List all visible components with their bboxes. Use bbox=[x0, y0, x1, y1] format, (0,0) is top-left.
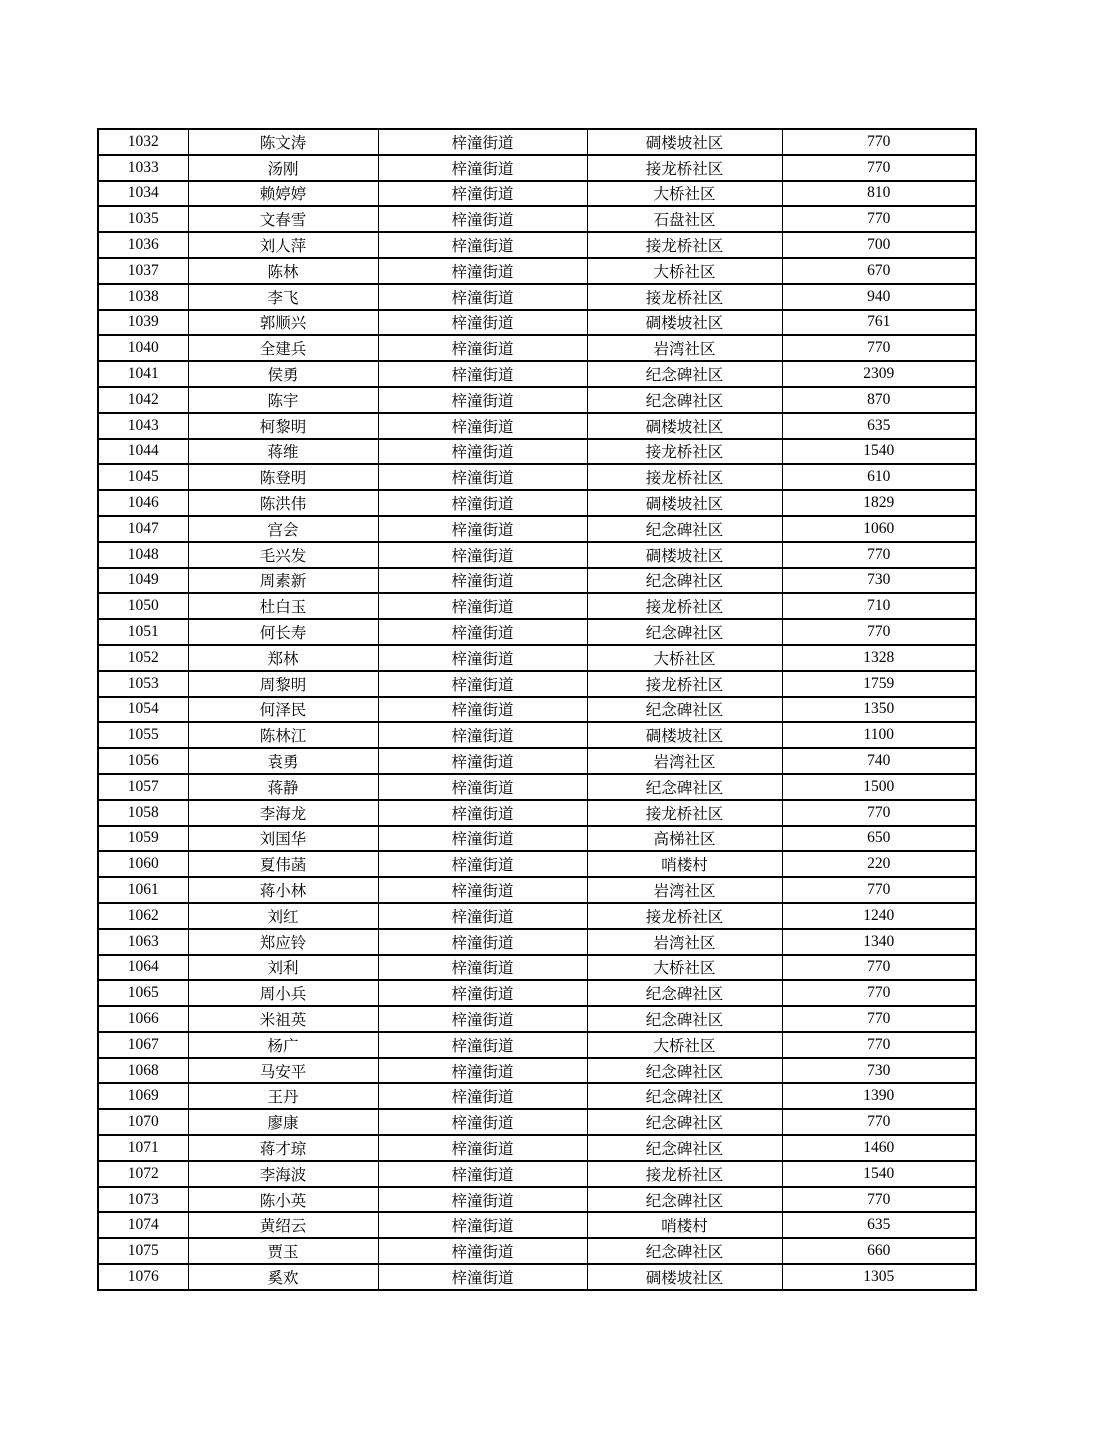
community-cell: 岩湾社区 bbox=[587, 335, 782, 361]
table-row bbox=[98, 774, 976, 800]
name-cell: 文春雪 bbox=[188, 206, 378, 232]
row-id-cell: 1051 bbox=[98, 619, 188, 645]
value-cell: 761 bbox=[782, 310, 976, 336]
value-cell: 770 bbox=[782, 335, 976, 361]
name-cell: 王丹 bbox=[188, 1083, 378, 1109]
row-id-cell: 1038 bbox=[98, 284, 188, 310]
row-id-cell: 1065 bbox=[98, 980, 188, 1006]
value-cell: 1759 bbox=[782, 671, 976, 697]
table-row bbox=[98, 387, 976, 413]
roster-table bbox=[97, 128, 977, 1291]
value-cell: 1540 bbox=[782, 1161, 976, 1187]
name-cell: 米祖英 bbox=[188, 1006, 378, 1032]
community-cell: 大桥社区 bbox=[587, 955, 782, 981]
row-id-cell: 1068 bbox=[98, 1058, 188, 1084]
community-cell: 碉楼坡社区 bbox=[587, 490, 782, 516]
community-cell: 大桥社区 bbox=[587, 181, 782, 207]
table-row bbox=[98, 206, 976, 232]
community-cell: 岩湾社区 bbox=[587, 877, 782, 903]
value-cell: 770 bbox=[782, 129, 976, 155]
value-cell: 1305 bbox=[782, 1264, 976, 1290]
name-cell: 黄绍云 bbox=[188, 1212, 378, 1238]
community-cell: 纪念碑社区 bbox=[587, 1238, 782, 1264]
table-row bbox=[98, 1161, 976, 1187]
table-row bbox=[98, 826, 976, 852]
value-cell: 635 bbox=[782, 413, 976, 439]
table-row bbox=[98, 1135, 976, 1161]
value-cell: 1500 bbox=[782, 774, 976, 800]
value-cell: 770 bbox=[782, 980, 976, 1006]
street-cell: 梓潼街道 bbox=[378, 1006, 587, 1032]
value-cell: 1240 bbox=[782, 903, 976, 929]
name-cell: 陈宇 bbox=[188, 387, 378, 413]
row-id-cell: 1075 bbox=[98, 1238, 188, 1264]
street-cell: 梓潼街道 bbox=[378, 593, 587, 619]
value-cell: 770 bbox=[782, 206, 976, 232]
street-cell: 梓潼街道 bbox=[378, 1083, 587, 1109]
row-id-cell: 1041 bbox=[98, 361, 188, 387]
street-cell: 梓潼街道 bbox=[378, 129, 587, 155]
row-id-cell: 1040 bbox=[98, 335, 188, 361]
community-cell: 高梯社区 bbox=[587, 826, 782, 852]
table-row bbox=[98, 413, 976, 439]
value-cell: 1060 bbox=[782, 516, 976, 542]
table-row bbox=[98, 1006, 976, 1032]
row-id-cell: 1037 bbox=[98, 258, 188, 284]
row-id-cell: 1033 bbox=[98, 155, 188, 181]
roster-table-body bbox=[98, 129, 976, 1290]
street-cell: 梓潼街道 bbox=[378, 568, 587, 594]
community-cell: 纪念碑社区 bbox=[587, 516, 782, 542]
name-cell: 全建兵 bbox=[188, 335, 378, 361]
name-cell: 郭顺兴 bbox=[188, 310, 378, 336]
row-id-cell: 1076 bbox=[98, 1264, 188, 1290]
community-cell: 碉楼坡社区 bbox=[587, 1264, 782, 1290]
name-cell: 侯勇 bbox=[188, 361, 378, 387]
value-cell: 660 bbox=[782, 1238, 976, 1264]
row-id-cell: 1042 bbox=[98, 387, 188, 413]
value-cell: 670 bbox=[782, 258, 976, 284]
table-row bbox=[98, 232, 976, 258]
row-id-cell: 1074 bbox=[98, 1212, 188, 1238]
street-cell: 梓潼街道 bbox=[378, 206, 587, 232]
table-row bbox=[98, 748, 976, 774]
table-row bbox=[98, 903, 976, 929]
name-cell: 何泽民 bbox=[188, 697, 378, 723]
row-id-cell: 1045 bbox=[98, 464, 188, 490]
name-cell: 刘利 bbox=[188, 955, 378, 981]
table-row bbox=[98, 1109, 976, 1135]
street-cell: 梓潼街道 bbox=[378, 903, 587, 929]
value-cell: 770 bbox=[782, 955, 976, 981]
street-cell: 梓潼街道 bbox=[378, 1032, 587, 1058]
community-cell: 碉楼坡社区 bbox=[587, 129, 782, 155]
name-cell: 贾玉 bbox=[188, 1238, 378, 1264]
table-row bbox=[98, 955, 976, 981]
community-cell: 纪念碑社区 bbox=[587, 697, 782, 723]
row-id-cell: 1046 bbox=[98, 490, 188, 516]
community-cell: 哨楼村 bbox=[587, 1212, 782, 1238]
name-cell: 袁勇 bbox=[188, 748, 378, 774]
community-cell: 接龙桥社区 bbox=[587, 800, 782, 826]
community-cell: 纪念碑社区 bbox=[587, 774, 782, 800]
table-row bbox=[98, 1058, 976, 1084]
name-cell: 刘红 bbox=[188, 903, 378, 929]
value-cell: 650 bbox=[782, 826, 976, 852]
row-id-cell: 1057 bbox=[98, 774, 188, 800]
table-row bbox=[98, 877, 976, 903]
name-cell: 汤刚 bbox=[188, 155, 378, 181]
name-cell: 蒋才琼 bbox=[188, 1135, 378, 1161]
row-id-cell: 1062 bbox=[98, 903, 188, 929]
table-row bbox=[98, 129, 976, 155]
street-cell: 梓潼街道 bbox=[378, 1212, 587, 1238]
table-row bbox=[98, 258, 976, 284]
table-row bbox=[98, 722, 976, 748]
value-cell: 770 bbox=[782, 1032, 976, 1058]
table-row bbox=[98, 335, 976, 361]
row-id-cell: 1035 bbox=[98, 206, 188, 232]
table-row bbox=[98, 490, 976, 516]
name-cell: 马安平 bbox=[188, 1058, 378, 1084]
value-cell: 770 bbox=[782, 542, 976, 568]
row-id-cell: 1053 bbox=[98, 671, 188, 697]
street-cell: 梓潼街道 bbox=[378, 826, 587, 852]
community-cell: 纪念碑社区 bbox=[587, 1135, 782, 1161]
table-row bbox=[98, 1212, 976, 1238]
name-cell: 陈林 bbox=[188, 258, 378, 284]
table-row bbox=[98, 593, 976, 619]
community-cell: 碉楼坡社区 bbox=[587, 542, 782, 568]
street-cell: 梓潼街道 bbox=[378, 1058, 587, 1084]
table-row bbox=[98, 155, 976, 181]
name-cell: 蒋静 bbox=[188, 774, 378, 800]
name-cell: 毛兴发 bbox=[188, 542, 378, 568]
street-cell: 梓潼街道 bbox=[378, 955, 587, 981]
community-cell: 接龙桥社区 bbox=[587, 593, 782, 619]
table-row bbox=[98, 310, 976, 336]
value-cell: 1100 bbox=[782, 722, 976, 748]
row-id-cell: 1034 bbox=[98, 181, 188, 207]
community-cell: 大桥社区 bbox=[587, 645, 782, 671]
value-cell: 635 bbox=[782, 1212, 976, 1238]
row-id-cell: 1067 bbox=[98, 1032, 188, 1058]
name-cell: 蒋维 bbox=[188, 439, 378, 465]
street-cell: 梓潼街道 bbox=[378, 980, 587, 1006]
name-cell: 刘国华 bbox=[188, 826, 378, 852]
name-cell: 郑应铃 bbox=[188, 929, 378, 955]
community-cell: 纪念碑社区 bbox=[587, 1109, 782, 1135]
value-cell: 610 bbox=[782, 464, 976, 490]
value-cell: 770 bbox=[782, 800, 976, 826]
row-id-cell: 1039 bbox=[98, 310, 188, 336]
row-id-cell: 1054 bbox=[98, 697, 188, 723]
row-id-cell: 1064 bbox=[98, 955, 188, 981]
name-cell: 周小兵 bbox=[188, 980, 378, 1006]
value-cell: 770 bbox=[782, 1006, 976, 1032]
row-id-cell: 1049 bbox=[98, 568, 188, 594]
name-cell: 李飞 bbox=[188, 284, 378, 310]
community-cell: 纪念碑社区 bbox=[587, 568, 782, 594]
table-row bbox=[98, 1083, 976, 1109]
name-cell: 廖康 bbox=[188, 1109, 378, 1135]
table-row bbox=[98, 929, 976, 955]
street-cell: 梓潼街道 bbox=[378, 516, 587, 542]
community-cell: 纪念碑社区 bbox=[587, 1006, 782, 1032]
name-cell: 陈文涛 bbox=[188, 129, 378, 155]
community-cell: 大桥社区 bbox=[587, 1032, 782, 1058]
name-cell: 陈林江 bbox=[188, 722, 378, 748]
community-cell: 碉楼坡社区 bbox=[587, 310, 782, 336]
street-cell: 梓潼街道 bbox=[378, 413, 587, 439]
community-cell: 接龙桥社区 bbox=[587, 439, 782, 465]
name-cell: 柯黎明 bbox=[188, 413, 378, 439]
street-cell: 梓潼街道 bbox=[378, 1238, 587, 1264]
name-cell: 赖婷婷 bbox=[188, 181, 378, 207]
community-cell: 岩湾社区 bbox=[587, 929, 782, 955]
table-row bbox=[98, 851, 976, 877]
value-cell: 1390 bbox=[782, 1083, 976, 1109]
table-row bbox=[98, 1187, 976, 1213]
name-cell: 奚欢 bbox=[188, 1264, 378, 1290]
street-cell: 梓潼街道 bbox=[378, 671, 587, 697]
community-cell: 接龙桥社区 bbox=[587, 232, 782, 258]
row-id-cell: 1069 bbox=[98, 1083, 188, 1109]
street-cell: 梓潼街道 bbox=[378, 232, 587, 258]
value-cell: 1829 bbox=[782, 490, 976, 516]
community-cell: 纪念碑社区 bbox=[587, 1058, 782, 1084]
community-cell: 纪念碑社区 bbox=[587, 980, 782, 1006]
street-cell: 梓潼街道 bbox=[378, 258, 587, 284]
value-cell: 2309 bbox=[782, 361, 976, 387]
street-cell: 梓潼街道 bbox=[378, 929, 587, 955]
street-cell: 梓潼街道 bbox=[378, 490, 587, 516]
value-cell: 870 bbox=[782, 387, 976, 413]
street-cell: 梓潼街道 bbox=[378, 284, 587, 310]
row-id-cell: 1073 bbox=[98, 1187, 188, 1213]
name-cell: 杨广 bbox=[188, 1032, 378, 1058]
name-cell: 郑林 bbox=[188, 645, 378, 671]
street-cell: 梓潼街道 bbox=[378, 1135, 587, 1161]
value-cell: 1350 bbox=[782, 697, 976, 723]
community-cell: 石盘社区 bbox=[587, 206, 782, 232]
value-cell: 770 bbox=[782, 1187, 976, 1213]
table-row bbox=[98, 284, 976, 310]
street-cell: 梓潼街道 bbox=[378, 464, 587, 490]
street-cell: 梓潼街道 bbox=[378, 877, 587, 903]
community-cell: 纪念碑社区 bbox=[587, 1083, 782, 1109]
community-cell: 岩湾社区 bbox=[587, 748, 782, 774]
community-cell: 接龙桥社区 bbox=[587, 903, 782, 929]
street-cell: 梓潼街道 bbox=[378, 1161, 587, 1187]
street-cell: 梓潼街道 bbox=[378, 1264, 587, 1290]
community-cell: 纪念碑社区 bbox=[587, 1187, 782, 1213]
street-cell: 梓潼街道 bbox=[378, 619, 587, 645]
community-cell: 接龙桥社区 bbox=[587, 464, 782, 490]
street-cell: 梓潼街道 bbox=[378, 774, 587, 800]
value-cell: 770 bbox=[782, 1109, 976, 1135]
value-cell: 810 bbox=[782, 181, 976, 207]
name-cell: 何长寿 bbox=[188, 619, 378, 645]
table-row bbox=[98, 697, 976, 723]
value-cell: 730 bbox=[782, 1058, 976, 1084]
row-id-cell: 1044 bbox=[98, 439, 188, 465]
row-id-cell: 1047 bbox=[98, 516, 188, 542]
value-cell: 770 bbox=[782, 619, 976, 645]
table-row bbox=[98, 464, 976, 490]
name-cell: 陈洪伟 bbox=[188, 490, 378, 516]
value-cell: 740 bbox=[782, 748, 976, 774]
street-cell: 梓潼街道 bbox=[378, 851, 587, 877]
community-cell: 纪念碑社区 bbox=[587, 361, 782, 387]
row-id-cell: 1059 bbox=[98, 826, 188, 852]
street-cell: 梓潼街道 bbox=[378, 1187, 587, 1213]
row-id-cell: 1070 bbox=[98, 1109, 188, 1135]
table-row bbox=[98, 980, 976, 1006]
community-cell: 接龙桥社区 bbox=[587, 284, 782, 310]
community-cell: 接龙桥社区 bbox=[587, 155, 782, 181]
name-cell: 周素新 bbox=[188, 568, 378, 594]
table-row bbox=[98, 619, 976, 645]
value-cell: 710 bbox=[782, 593, 976, 619]
row-id-cell: 1066 bbox=[98, 1006, 188, 1032]
community-cell: 大桥社区 bbox=[587, 258, 782, 284]
table-row bbox=[98, 1238, 976, 1264]
street-cell: 梓潼街道 bbox=[378, 181, 587, 207]
value-cell: 700 bbox=[782, 232, 976, 258]
row-id-cell: 1063 bbox=[98, 929, 188, 955]
street-cell: 梓潼街道 bbox=[378, 1109, 587, 1135]
street-cell: 梓潼街道 bbox=[378, 361, 587, 387]
street-cell: 梓潼街道 bbox=[378, 722, 587, 748]
name-cell: 周黎明 bbox=[188, 671, 378, 697]
value-cell: 1328 bbox=[782, 645, 976, 671]
street-cell: 梓潼街道 bbox=[378, 335, 587, 361]
row-id-cell: 1050 bbox=[98, 593, 188, 619]
community-cell: 纪念碑社区 bbox=[587, 387, 782, 413]
street-cell: 梓潼街道 bbox=[378, 542, 587, 568]
street-cell: 梓潼街道 bbox=[378, 645, 587, 671]
name-cell: 夏伟菡 bbox=[188, 851, 378, 877]
community-cell: 哨楼村 bbox=[587, 851, 782, 877]
row-id-cell: 1055 bbox=[98, 722, 188, 748]
name-cell: 宫会 bbox=[188, 516, 378, 542]
row-id-cell: 1052 bbox=[98, 645, 188, 671]
table-row bbox=[98, 1264, 976, 1290]
table-row bbox=[98, 645, 976, 671]
community-cell: 接龙桥社区 bbox=[587, 1161, 782, 1187]
street-cell: 梓潼街道 bbox=[378, 387, 587, 413]
community-cell: 碉楼坡社区 bbox=[587, 722, 782, 748]
community-cell: 纪念碑社区 bbox=[587, 619, 782, 645]
value-cell: 1340 bbox=[782, 929, 976, 955]
value-cell: 1460 bbox=[782, 1135, 976, 1161]
table-row bbox=[98, 439, 976, 465]
name-cell: 刘人萍 bbox=[188, 232, 378, 258]
value-cell: 770 bbox=[782, 155, 976, 181]
table-row bbox=[98, 568, 976, 594]
row-id-cell: 1060 bbox=[98, 851, 188, 877]
value-cell: 1540 bbox=[782, 439, 976, 465]
row-id-cell: 1056 bbox=[98, 748, 188, 774]
street-cell: 梓潼街道 bbox=[378, 439, 587, 465]
street-cell: 梓潼街道 bbox=[378, 697, 587, 723]
table-row bbox=[98, 542, 976, 568]
street-cell: 梓潼街道 bbox=[378, 800, 587, 826]
community-cell: 碉楼坡社区 bbox=[587, 413, 782, 439]
table-row bbox=[98, 1032, 976, 1058]
value-cell: 730 bbox=[782, 568, 976, 594]
row-id-cell: 1048 bbox=[98, 542, 188, 568]
street-cell: 梓潼街道 bbox=[378, 310, 587, 336]
row-id-cell: 1071 bbox=[98, 1135, 188, 1161]
row-id-cell: 1032 bbox=[98, 129, 188, 155]
name-cell: 陈小英 bbox=[188, 1187, 378, 1213]
table-row bbox=[98, 800, 976, 826]
community-cell: 接龙桥社区 bbox=[587, 671, 782, 697]
table-row bbox=[98, 516, 976, 542]
row-id-cell: 1043 bbox=[98, 413, 188, 439]
table-row bbox=[98, 671, 976, 697]
table-row bbox=[98, 361, 976, 387]
value-cell: 220 bbox=[782, 851, 976, 877]
name-cell: 杜白玉 bbox=[188, 593, 378, 619]
value-cell: 770 bbox=[782, 877, 976, 903]
name-cell: 李海龙 bbox=[188, 800, 378, 826]
street-cell: 梓潼街道 bbox=[378, 748, 587, 774]
value-cell: 940 bbox=[782, 284, 976, 310]
name-cell: 陈登明 bbox=[188, 464, 378, 490]
row-id-cell: 1061 bbox=[98, 877, 188, 903]
row-id-cell: 1072 bbox=[98, 1161, 188, 1187]
table-row bbox=[98, 181, 976, 207]
name-cell: 蒋小林 bbox=[188, 877, 378, 903]
name-cell: 李海波 bbox=[188, 1161, 378, 1187]
row-id-cell: 1036 bbox=[98, 232, 188, 258]
street-cell: 梓潼街道 bbox=[378, 155, 587, 181]
row-id-cell: 1058 bbox=[98, 800, 188, 826]
